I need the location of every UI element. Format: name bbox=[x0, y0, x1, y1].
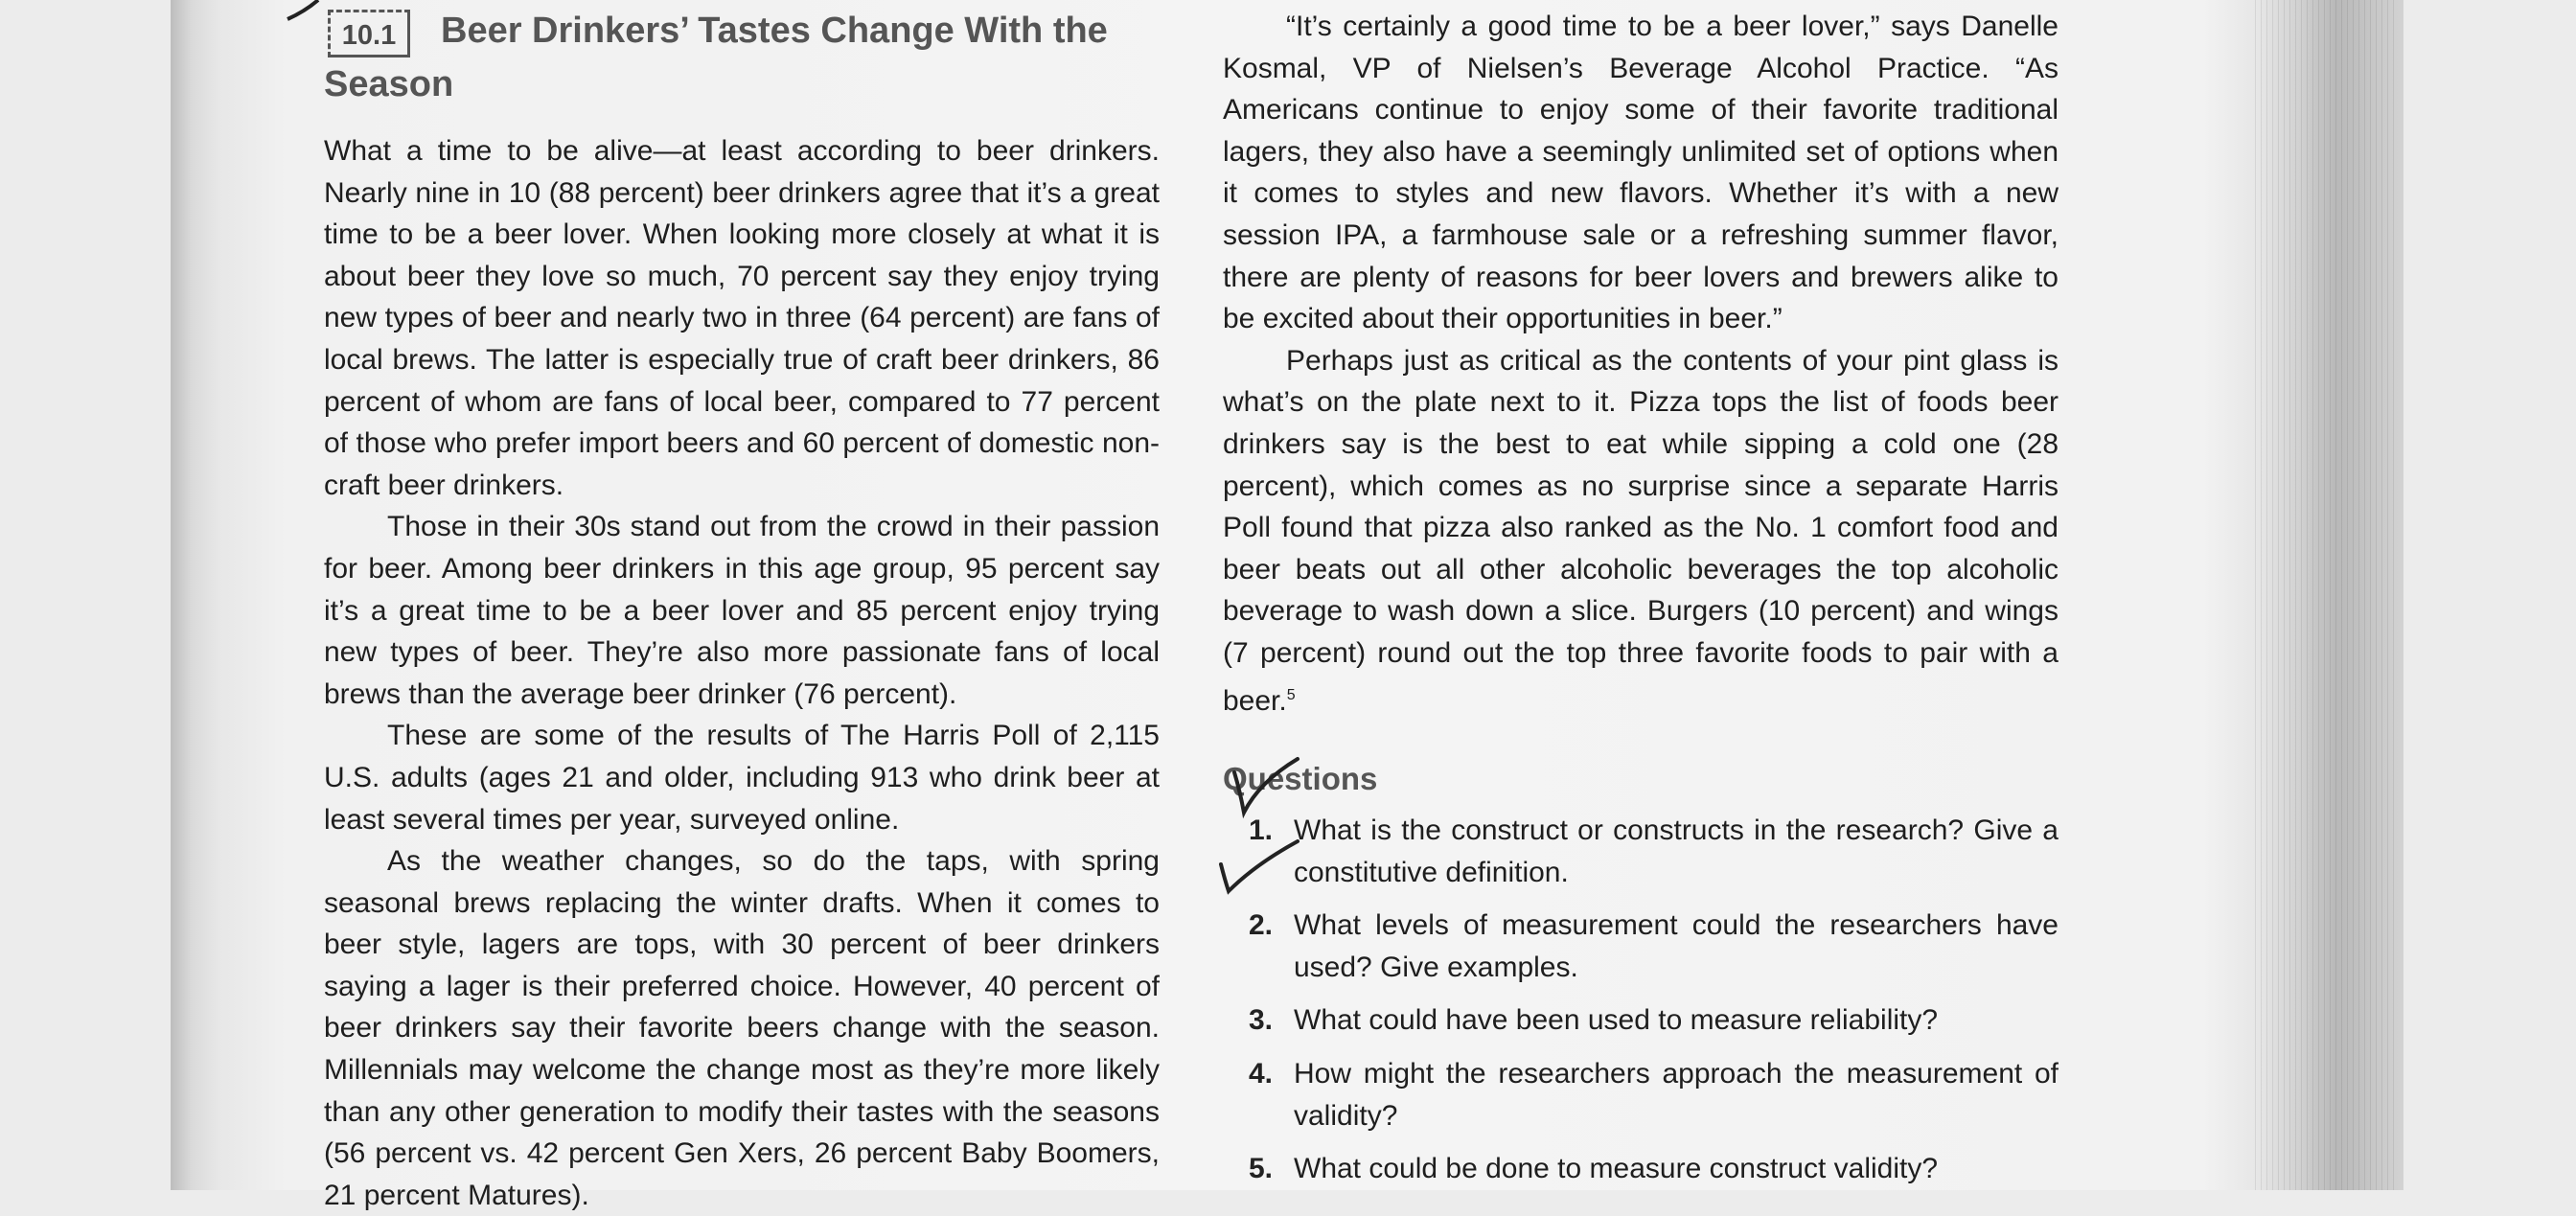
case-number-badge: 10.1 bbox=[328, 10, 410, 57]
question-text: What could be done to measure construct validity? bbox=[1294, 1153, 1939, 1185]
questions-heading: Questions bbox=[1223, 761, 1378, 797]
checkmark-icon bbox=[1217, 836, 1303, 903]
case-title: Beer Drinkers’ Tastes Change With the Season bbox=[324, 11, 1108, 104]
checkmark-icon bbox=[1230, 753, 1303, 820]
question-number: 2. bbox=[1248, 909, 1273, 942]
left-paragraph-2: Those in their 30s stand out from the crowd in their passion for beer. Among beer drinkers in this age group, 95 percent say it’s a great time to be a beer lover and 85 percent enjoy trying new types of beer. They’re also more passionate fans of local brews than the average beer drinker (76 percent). bbox=[324, 511, 1160, 710]
question-item bbox=[1223, 905, 2058, 988]
question-item bbox=[1223, 810, 2058, 893]
question-number: 5. bbox=[1248, 1153, 1273, 1185]
question-number: 1. bbox=[1248, 814, 1273, 847]
footnote-marker: 5 bbox=[1286, 686, 1296, 703]
question-text: How might the researchers approach the measurement of validity? bbox=[1294, 1058, 2058, 1132]
left-paragraph-1: What a time to be alive—at least according to beer drinkers. Nearly nine in 10 (88 percent) beer drinkers agree that it’s a great time to be a beer lover. When looking more closely at what it is about beer they love so much, 70 percent say they enjoy trying new types of beer and nearly two in three (64 percent) are fans of local brews. The latter is especially true of craft beer drinkers, 86 percent of whom are fans of local beer, compared to 77 percent of those who prefer import beers and 60 percent of domestic non-craft beer drinkers. bbox=[324, 135, 1160, 501]
question-text: What could have been used to measure reliability? bbox=[1294, 1004, 1939, 1037]
questions-list bbox=[1223, 810, 2058, 1190]
right-paragraph-2 bbox=[1223, 340, 2058, 722]
page-spine-edge bbox=[2255, 0, 2399, 1190]
question-text: What levels of measurement could the researchers have used? Give examples. bbox=[1294, 909, 2058, 983]
left-paragraph-3: These are some of the results of The Harris Poll of 2,115 U.S. adults (ages 21 and older, including 913 who drink beer at least several times per year, surveyed online. bbox=[324, 720, 1160, 836]
question-item bbox=[1223, 1053, 2058, 1136]
question-item bbox=[1223, 1148, 2058, 1190]
question-text: What is the construct or constructs in the research? Give a constitutive definition. bbox=[1294, 814, 2058, 888]
left-paragraph-4: As the weather changes, so do the taps, with spring seasonal brews replacing the winter drafts. When it comes to beer style, lagers are tops, with 30 percent of beer drinkers saying a lager is their preferred choice. However, 40 percent of beer drinkers say their favorite beers change with the season. Millennials may welcome the change most as they’re more likely than any other generation to modify their tastes with the seasons (56 percent vs. 42 percent Gen Xers, 26 percent Baby Boomers, 21 percent Matures). bbox=[324, 845, 1160, 1211]
question-item bbox=[1223, 999, 2058, 1042]
question-number: 4. bbox=[1248, 1058, 1273, 1090]
case-header bbox=[324, 0, 1160, 130]
right-paragraph-1: “It’s certainly a good time to be a beer lover,” says Danelle Kosmal, VP of Nielsen’s Beverage Alcohol Practice. “As Americans continue to enjoy some of their favorite traditional lagers, they also have a seemingly unlimited set of options when it comes to styles and new flavors. Whether it’s with a new session IPA, a farmhouse sale or a refreshing summer flavor, there are plenty of reasons for beer lovers and brewers alike to be excited about their opportunities in beer.” bbox=[1223, 11, 2058, 335]
right-paragraph-2-text: Perhaps just as critical as the contents of your pint glass is what’s on the plate next to it. Pizza tops the list of foods beer drinkers say is the best to eat while sipping a cold one (28 percent), which comes as no surprise since a separate Harris Poll found that pizza also ranked as the No. 1 comfort food and beer beats out all other alcoholic beverages the top alcoholic beverage to wash down a slice. Burgers (10 percent) and wings (7 percent) round out the top three favorite foods to pair with a beer. bbox=[1223, 344, 2058, 717]
left-column bbox=[324, 0, 1160, 1216]
right-column bbox=[1223, 0, 2058, 1202]
question-number: 3. bbox=[1248, 1004, 1273, 1037]
